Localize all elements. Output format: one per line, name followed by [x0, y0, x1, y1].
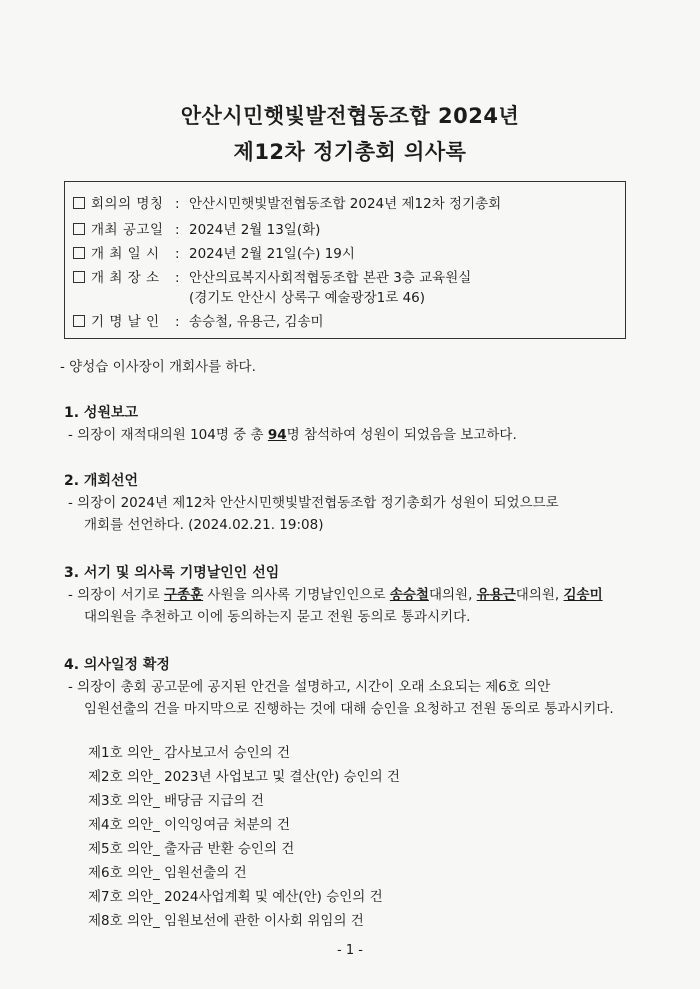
section2-heading: 2. 개회선언 [64, 473, 139, 489]
checkbox-icon [73, 315, 85, 327]
checkbox-icon [73, 223, 85, 235]
info-value: 송승철, 유용근, 김송미 [189, 314, 324, 330]
info-colon: : [175, 270, 180, 286]
page-number: - 1 - [337, 943, 363, 958]
agenda-item-3: 제3호 의안_ 배당금 지급의 건 [88, 793, 264, 809]
section1-text-c: 명 참석하여 성원이 되었음을 보고하다. [286, 427, 517, 443]
checkbox-icon [73, 247, 85, 259]
info-value: 2024년 2월 21일(수) 19시 [189, 246, 355, 262]
section3-text-line1 [68, 586, 603, 604]
section3-text-a: - 의장이 서기로 [68, 587, 164, 603]
document-title-line1: 안산시민햇빛발전협동조합 2024년 [180, 104, 520, 128]
info-colon: : [175, 222, 180, 238]
attendee-count: 94 [267, 427, 287, 443]
meeting-info-box [64, 181, 626, 339]
agenda-item-8: 제8호 의안_ 임원보선에 관한 이사회 위임의 건 [88, 913, 364, 929]
section3-heading: 3. 서기 및 의사록 기명날인인 선임 [64, 565, 280, 581]
section2-text-line1: - 의장이 2024년 제12차 안산시민햇빛발전협동조합 정기총회가 성원이 되었으므로 [68, 495, 559, 511]
info-colon: : [175, 314, 180, 330]
section2-text-line2: 개회를 선언하다. (2024.02.21. 19:08) [84, 517, 324, 533]
agenda-item-6: 제6호 의안_ 임원선출의 건 [88, 865, 247, 881]
info-row-meeting-name [73, 192, 501, 212]
info-label: 회의의 명칭 [91, 196, 164, 212]
section3-text-line2: 대의원을 추천하고 이에 동의하는지 묻고 전원 동의로 통과시키다. [84, 609, 471, 625]
info-label: 개 최 일 시 [91, 246, 160, 262]
agenda-item-1: 제1호 의안_ 감사보고서 승인의 건 [88, 745, 291, 761]
signer-name-1: 송승철 [389, 587, 429, 603]
signer-name-3: 김송미 [563, 587, 603, 603]
clerk-name: 구종훈 [164, 587, 204, 603]
section3-text-c: 대의원, [428, 587, 477, 603]
opening-remark: - 양성습 이사장이 개회사를 하다. [60, 359, 256, 375]
section3-text-d: 대의원, [515, 587, 564, 603]
info-row-datetime [73, 242, 355, 262]
info-colon: : [175, 196, 180, 212]
section1-text-a: - 의장이 재적대의원 104명 중 총 [68, 427, 268, 443]
info-row-venue [73, 266, 471, 286]
info-row-signers [73, 310, 324, 330]
info-value: 안산시민햇빛발전협동조합 2024년 제12차 정기총회 [189, 196, 502, 212]
info-venue-address: (경기도 안산시 상록구 예술광장1로 46) [189, 290, 426, 306]
agenda-item-2: 제2호 의안_ 2023년 사업보고 및 결산(안) 승인의 건 [88, 769, 400, 785]
info-colon: : [175, 246, 180, 262]
section4-text-line1: - 의장이 총회 공고문에 공지된 안건을 설명하고, 시간이 오래 소요되는 제6호 의안 [68, 679, 551, 695]
document-title-line2: 제12차 정기총회 의사록 [233, 140, 467, 164]
section1-heading: 1. 성원보고 [64, 405, 139, 421]
agenda-item-7: 제7호 의안_ 2024사업계획 및 예산(안) 승인의 건 [88, 889, 383, 905]
checkbox-icon [73, 197, 85, 209]
section4-text-line2: 임원선출의 건을 마지막으로 진행하는 것에 대해 승인을 요청하고 전원 동의로 통과시키다. [84, 701, 614, 717]
info-value: 2024년 2월 13일(화) [189, 222, 321, 238]
info-label: 개최 공고일 [91, 222, 164, 238]
section1-text [68, 426, 517, 444]
section4-heading: 4. 의사일정 확정 [64, 657, 170, 673]
info-label: 기 명 날 인 [91, 314, 160, 330]
section3-text-b: 사원을 의사록 기명날인인으로 [203, 587, 390, 603]
signer-name-2: 유용근 [476, 587, 516, 603]
info-row-notice-date [73, 218, 320, 238]
info-label: 개 최 장 소 [91, 270, 160, 286]
agenda-item-4: 제4호 의안_ 이익잉여금 처분의 건 [88, 817, 291, 833]
checkbox-icon [73, 271, 85, 283]
agenda-item-5: 제5호 의안_ 출자금 반환 승인의 건 [88, 841, 295, 857]
info-value: 안산의료복지사회적협동조합 본관 3층 교육원실 [189, 270, 472, 286]
